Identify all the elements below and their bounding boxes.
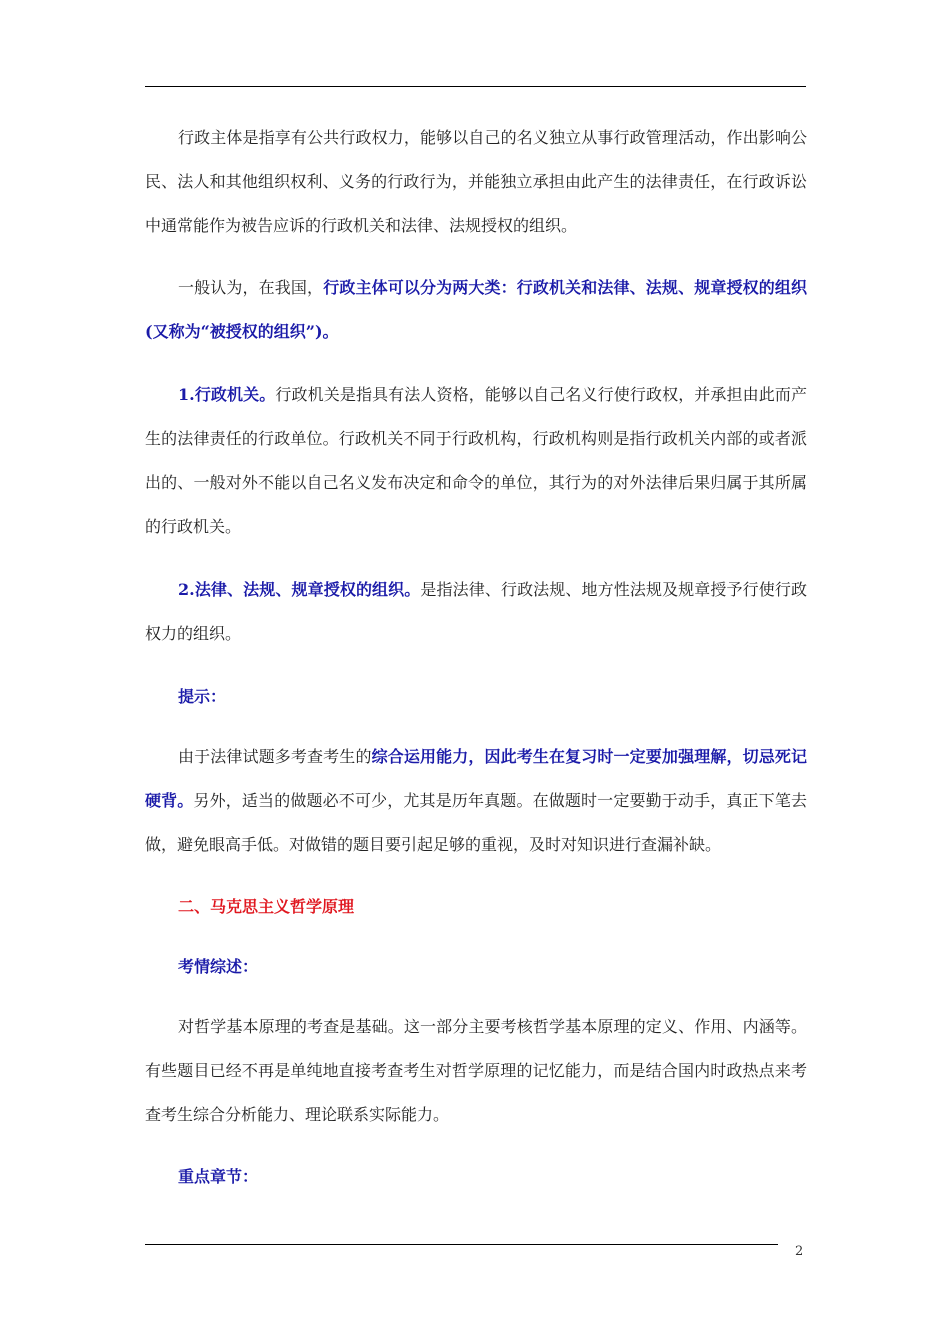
overview-heading: 考情综述： xyxy=(178,957,259,976)
header-rule xyxy=(145,86,806,87)
emphasis-text: 综合运用能力，因此考生在复习时一定要加强理解，切忌死记硬背。 xyxy=(145,747,807,810)
paragraph-tip-content xyxy=(145,735,807,867)
paragraph-administrative-organ xyxy=(145,373,807,549)
footer-rule xyxy=(145,1244,778,1245)
tip-heading: 提示： xyxy=(178,687,227,706)
paragraph-text: 对哲学基本原理的考查是基础。这一部分主要考核哲学基本原理的定义、作用、内涵等。有些题目已经不再是单纯地直接考查考生对哲学原理的记忆能力，而是结合国内时政热点来考查考生综合分析能力、理论联系实际能力。 xyxy=(145,1017,807,1124)
section-heading: 二、马克思主义哲学原理 xyxy=(178,897,355,916)
key-chapters-heading: 重点章节： xyxy=(178,1167,259,1186)
paragraph-authorized-organization xyxy=(145,568,807,656)
paragraph-overview-content xyxy=(145,1005,807,1137)
paragraph-tail: 另外，适当的做题必不可少，尤其是历年真题。在做题时一定要勤于动手，真正下笔去做，避免眼高手低。对做错的题目要引起足够的重视，及时对知识进行查漏补缺。 xyxy=(145,791,807,854)
item-label: 2.法律、法规、规章授权的组织。 xyxy=(178,580,421,599)
paragraph-lead: 由于法律试题多考查考生的 xyxy=(178,747,372,766)
paragraph-lead: 一般认为，在我国， xyxy=(178,278,324,297)
page-number: 2 xyxy=(795,1244,804,1259)
paragraph-text: 是指法律、行政法规、地方性法规及规章授予行使行政权力的组织。 xyxy=(145,580,807,643)
paragraph-text: 行政主体是指享有公共行政权力，能够以自己的名义独立从事行政管理活动，作出影响公民、法人和其他组织权利、义务的行政行为，并能独立承担由此产生的法律责任，在行政诉讼中通常能作为被告应诉的行政机关和法律、法规授权的组织。 xyxy=(145,128,807,235)
emphasis-text: 行政主体可以分为两大类：行政机关和法律、法规、规章授权的组织(又称为“被授权的组织”)。 xyxy=(145,278,807,341)
item-label: 1.行政机关。 xyxy=(178,385,276,404)
paragraph-text: 行政机关是指具有法人资格，能够以自己名义行使行政权，并承担由此而产生的法律责任的行政单位。行政机关不同于行政机构，行政机构则是指行政机关内部的或者派出的、一般对外不能以自己名义发布决定和命令的单位，其行为的对外法律后果归属于其所属的行政机关。 xyxy=(145,385,807,536)
paragraph-two-categories xyxy=(145,266,807,354)
paragraph-administrative-subject-definition xyxy=(145,116,807,248)
